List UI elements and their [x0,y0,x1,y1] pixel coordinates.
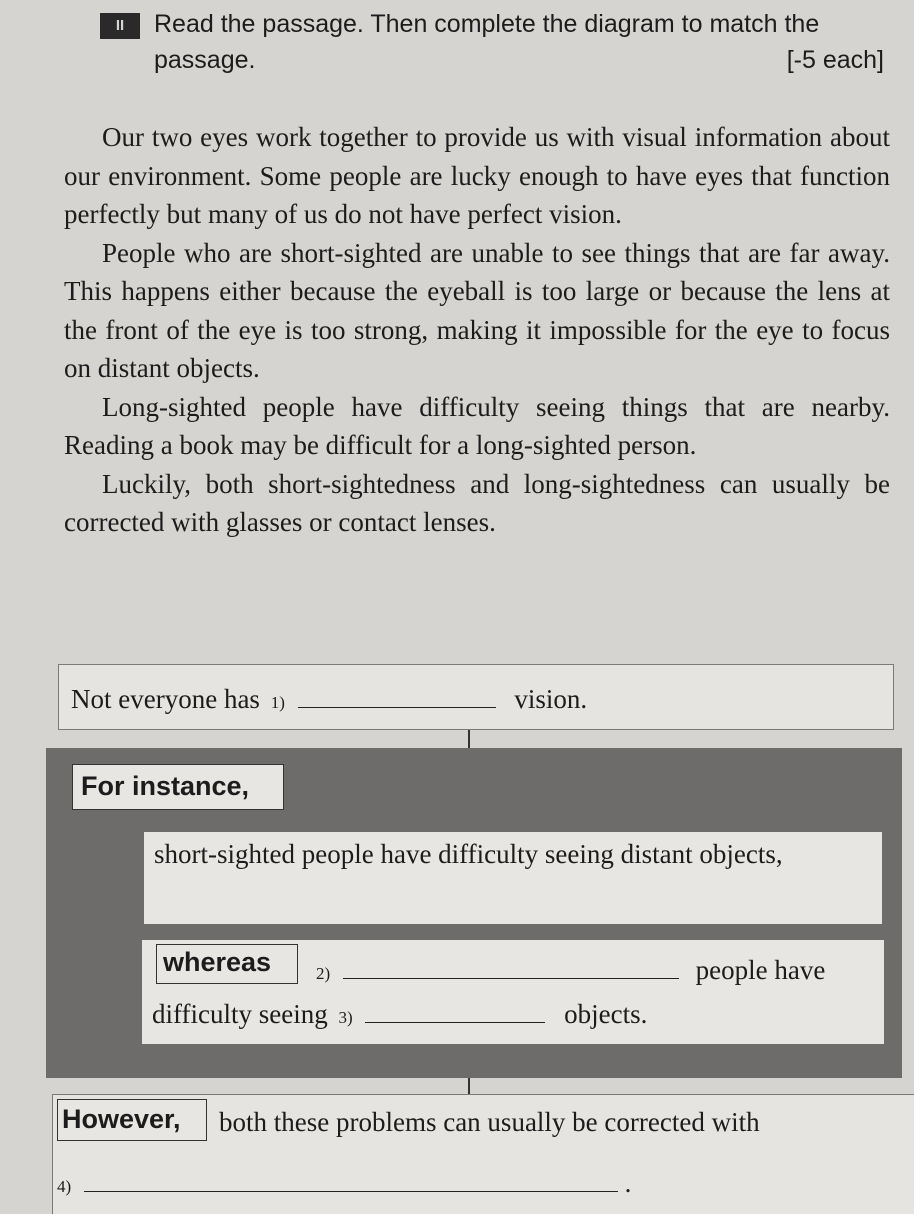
box3-line-2 [152,996,647,1030]
box1-text-before: Not everyone has [71,684,260,714]
whereas-label: whereas [156,944,298,984]
box3-text-after-3: objects. [564,999,648,1029]
box4-line-2 [53,1165,631,1199]
blank-number-2: 2) [316,964,331,983]
answer-blank-1[interactable] [298,681,496,708]
box2-text: short-sighted people have difficulty seeing distant objects, [154,839,783,869]
answer-blank-4[interactable] [84,1165,618,1192]
diagram-box-1 [58,664,894,730]
instruction-text: Read the passage. Then complete the diagram to match the passage. [154,10,820,74]
box1-text-after: vision. [514,684,588,714]
box4-end-period: . [624,1168,632,1198]
answer-blank-2[interactable] [343,952,679,979]
section-badge: II [100,13,140,39]
box4-text: both these problems can usually be corrected with [219,1107,760,1137]
passage-paragraph-4: Luckily, both short-sightedness and long-sightedness can usually be corrected with glasses or contact lenses. [64,468,890,537]
for-instance-label: For instance, [72,764,284,810]
diagram-box-2 [144,832,882,924]
blank-number-1: 1) [270,693,285,712]
box3-text-after-2: people have [695,955,826,985]
answer-blank-3[interactable] [365,996,545,1023]
blank-number-4: 4) [57,1177,72,1196]
passage-paragraph-1: Our two eyes work together to provide us with visual information about our environment. Some people are lucky enough to have eyes that function perfectly but many of us do not have perfect vision. [64,122,890,229]
however-label: However, [57,1099,207,1141]
passage-paragraph-3: Long-sighted people have difficulty seeing things that are nearby. Reading a book may be difficult for a long-sighted person. [64,391,890,460]
box3-line-1 [312,952,825,986]
reading-passage [64,118,890,542]
box3-text-before-3: difficulty seeing [152,999,328,1029]
diagram-box-4 [52,1094,914,1214]
diagram-box-3 [142,940,884,1044]
connector-line-top [468,730,470,748]
connector-line-bottom [468,1078,470,1094]
points-label: [-5 each] [786,46,884,74]
diagram-example-panel [46,748,902,1078]
passage-paragraph-2: People who are short-sighted are unable to see things that are far away. This happens either because the eyeball is too large or because the lens at the front of the eye is too strong, making it impossible for the eye to focus on distant objects. [64,237,890,383]
blank-number-3: 3) [338,1008,353,1027]
